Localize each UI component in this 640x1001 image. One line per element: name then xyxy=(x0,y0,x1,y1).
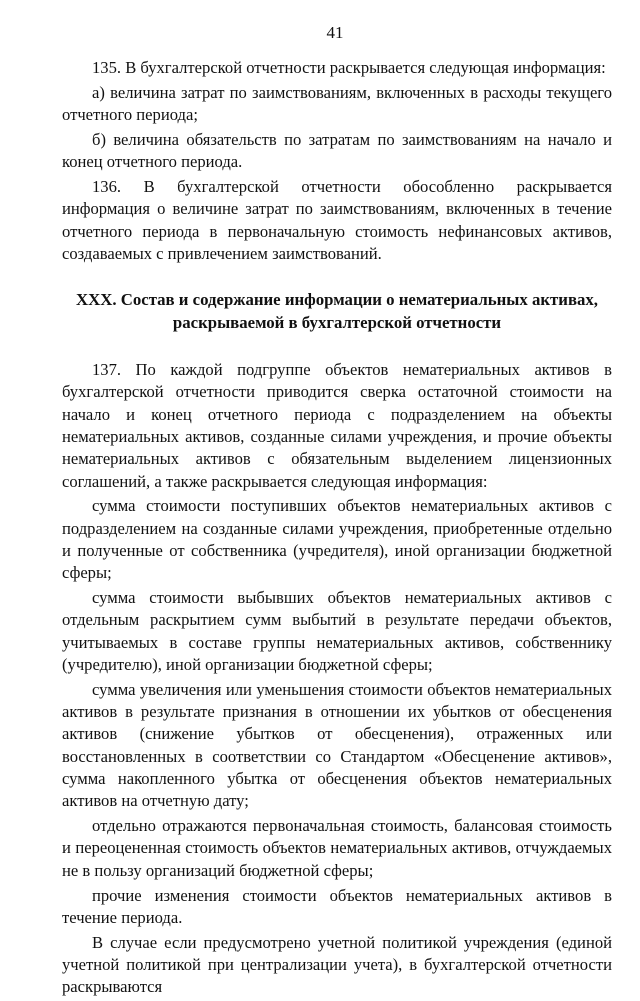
paragraph-135-a: а) величина затрат по заимствованиям, включенных в расходы текущего отчетного периода; xyxy=(62,82,612,125)
paragraph-137-alienated: отдельно отражаются первоначальная стоимость, балансовая стоимость и переоцененная стоимость объектов нематериальных активов, отчуждаемых не в пользу организаций бюджетной сферы; xyxy=(62,816,612,880)
paragraph-136: 136. В бухгалтерской отчетности обособленно раскрывается информация о величине затрат по заимствованиям, включенных в течение отчетного периода в первоначальную стоимость нефинансовых активов, создаваемых с привлечением заимствований. xyxy=(62,176,612,263)
paragraph-137-disposed: сумма стоимости выбывших объектов нематериальных активов с отдельным раскрытием сумм выбытий в результате передачи объектов, учитываемых в составе группы нематериальных активов, собственнику (учредителю), иной организации бюджетной сферы; xyxy=(62,588,612,675)
section-heading-line-1: XXX. Состав и содержание информации о нематериальных активах, xyxy=(75,290,599,310)
section-heading xyxy=(62,288,612,334)
document-body xyxy=(62,57,612,1001)
paragraph-accounting-policy: В случае если предусмотрено учетной политикой учреждения (единой учетной политикой при централизации учета), в бухгалтерской отчетности раскрываются xyxy=(62,932,612,997)
page-number: 41 xyxy=(326,23,344,42)
paragraph-137-other-changes: прочие изменения стоимости объектов нематериальных активов в течение периода. xyxy=(62,885,612,927)
section-heading-line-2: раскрываемой в бухгалтерской отчетности xyxy=(172,313,502,333)
paragraph-135: 135. В бухгалтерской отчетности раскрывается следующая информация: xyxy=(92,58,606,77)
paragraph-137-received: сумма стоимости поступивших объектов нематериальных активов с подразделением на созданные силами учреждения, приобретенные отдельно и полученные от собственника (учредителя), иной организации бюджетной сферы; xyxy=(62,496,612,583)
paragraph-137: 137. По каждой подгруппе объектов нематериальных активов в бухгалтерской отчетности приводится сверка остаточной стоимости на начало и конец отчетного периода с подразделением на объекты нематериальных активов, созданные силами учреждения, и прочие объекты нематериальных активов с обязательным выделением лицензионных соглашений, а также раскрывается следующая информация: xyxy=(62,360,612,491)
paragraph-137-impairment: сумма увеличения или уменьшения стоимости объектов нематериальных активов в результате признания в отношении их убытков от обесценения активов (снижение убытков от обесценения), отраженных или восстановленных в соответствии со Стандартом «Обесценение активов», сумма накопленного убытка от обесценения объектов нематериальных активов на отчетную дату; xyxy=(62,679,612,811)
paragraph-135-b: б) величина обязательств по затратам по заимствованиям на начало и конец отчетного периода. xyxy=(62,129,612,172)
